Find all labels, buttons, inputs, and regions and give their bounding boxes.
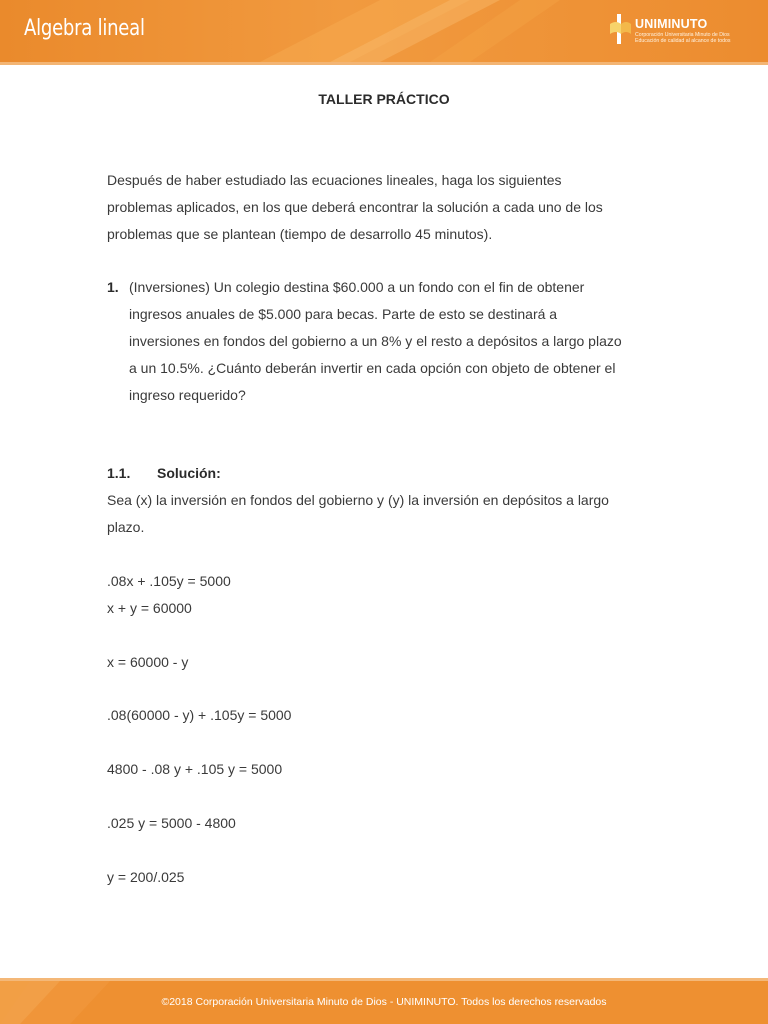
intro-line: problemas que se plantean (tiempo de desarrollo 45 minutos). [107, 226, 493, 242]
equation: x = 60000 - y [107, 654, 189, 670]
problem-line: (Inversiones) Un colegio destina $60.000 a un fondo con el fin de obtener [129, 279, 585, 295]
logo-mark-icon [608, 14, 632, 44]
solution-line: Sea (x) la inversión en fondos del gobierno y (y) la inversión en depósitos a largo [107, 492, 609, 508]
problem-line: ingreso requerido? [129, 387, 246, 403]
equation: .08x + .105y = 5000 [107, 573, 231, 589]
course-title: Algebra lineal [24, 16, 145, 41]
solution-intro [107, 487, 667, 541]
problem-line: ingresos anuales de $5.000 para becas. Parte de esto se destinará a [129, 306, 558, 322]
solution-heading [107, 460, 221, 487]
intro-line: problemas aplicados, en los que deberá encontrar la solución a cada uno de los [107, 199, 603, 215]
intro-line: Después de haber estudiado las ecuaciones lineales, haga los siguientes [107, 172, 562, 188]
solution-number: 1.1. [107, 465, 131, 481]
uniminuto-logo [608, 14, 738, 48]
page-footer [0, 981, 768, 1024]
logo-name: UNIMINUTO [635, 17, 708, 31]
copyright-text: ©2018 Corporación Universitaria Minuto de Dios - UNIMINUTO. Todos los derechos reservados [161, 996, 607, 1008]
solution-line: plazo. [107, 519, 145, 535]
problem-number: 1. [107, 279, 119, 295]
equation: y = 200/.025 [107, 869, 185, 885]
equation: 4800 - .08 y + .105 y = 5000 [107, 761, 283, 777]
equation: x + y = 60000 [107, 600, 192, 616]
document-title: TALLER PRÁCTICO [318, 91, 450, 107]
page-header [0, 0, 768, 62]
problem-line: inversiones en fondos del gobierno a un 8% y el resto a depósitos a largo plazo [129, 333, 622, 349]
solution-label: Solución: [157, 465, 221, 481]
equation: .025 y = 5000 - 4800 [107, 815, 236, 831]
problem-statement [129, 274, 669, 409]
intro-paragraph [107, 167, 667, 248]
logo-tagline: Educación de calidad al alcance de todos [635, 38, 731, 44]
equation: .08(60000 - y) + .105y = 5000 [107, 707, 292, 723]
logo-subtitle: Corporación Universitaria Minuto de Dios [635, 32, 730, 38]
header-divider [0, 62, 768, 65]
problem-line: a un 10.5%. ¿Cuánto deberán invertir en cada opción con objeto de obtener el [129, 360, 616, 376]
